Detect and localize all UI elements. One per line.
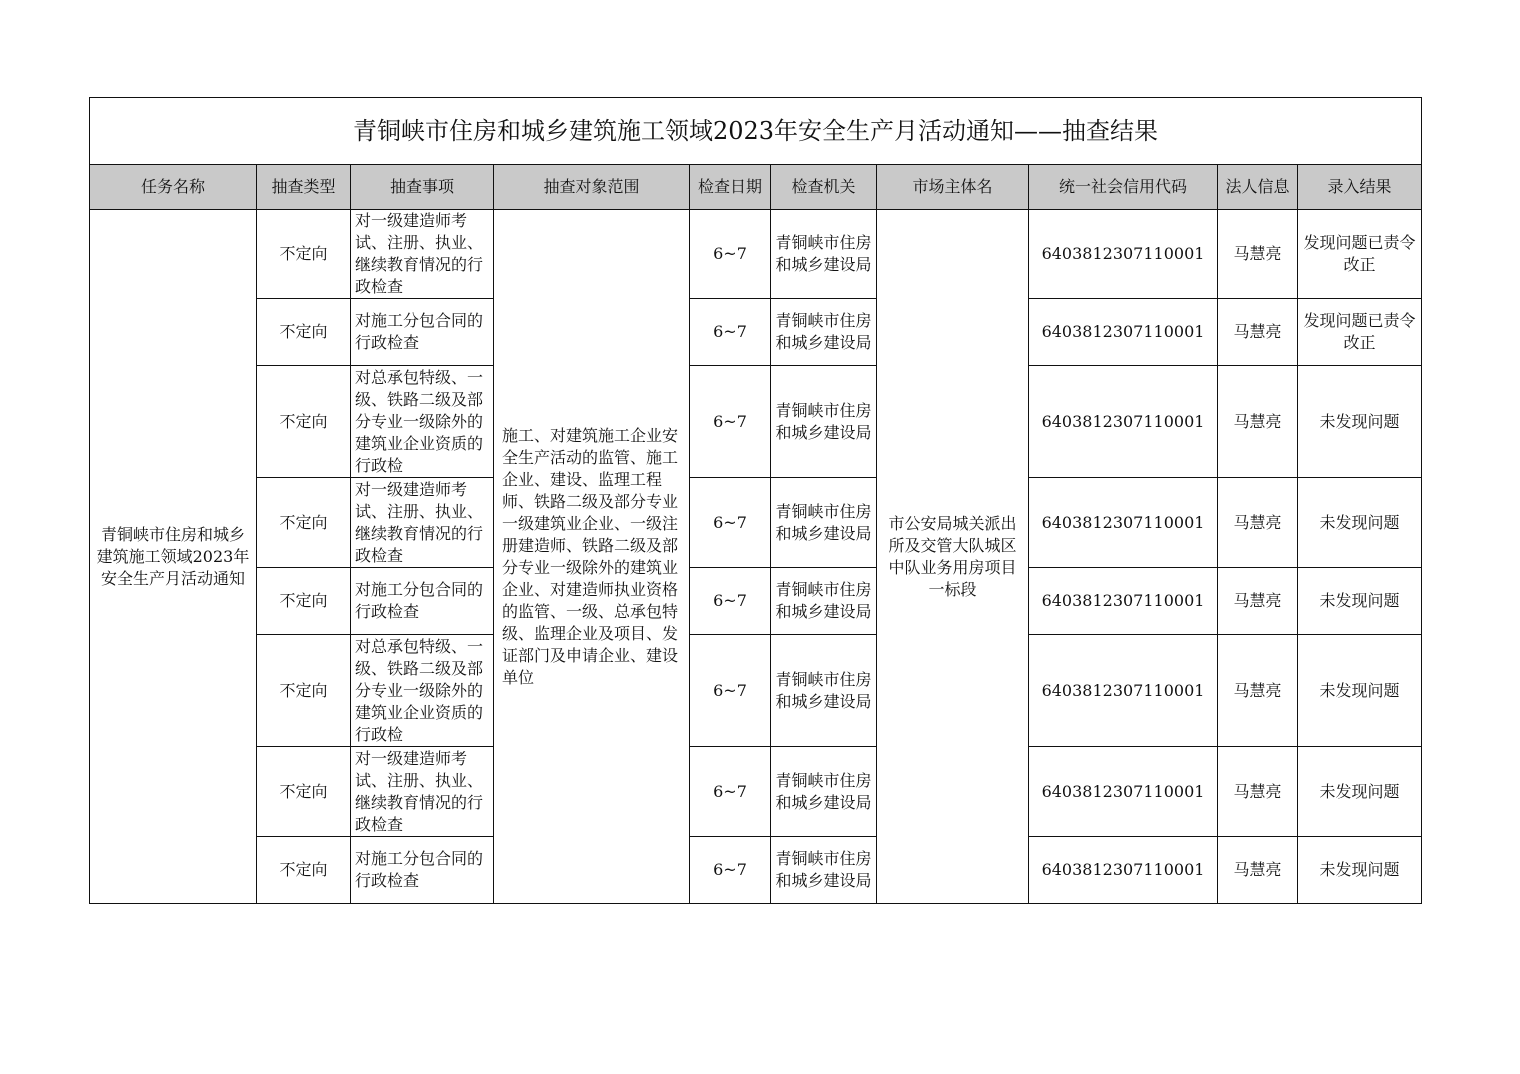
table-title: 青铜峡市住房和城乡建筑施工领域2023年安全生产月活动通知——抽查结果 [90, 98, 1422, 165]
agency-cell [771, 837, 877, 904]
result-cell: 发现问题已责令改正 [1298, 299, 1422, 366]
table-row [90, 366, 1422, 478]
check-item-text: 对一级建造师考试、注册、执业、继续教育情况的行政检查 [355, 748, 484, 834]
agency-cell [771, 210, 877, 299]
agency-cell [771, 568, 877, 635]
agency-text: 青铜峡市住房和城乡建设局 [775, 311, 872, 352]
table-row [90, 210, 1422, 299]
entity-text: 市公安局城关派出所及交管大队城区中队业务用房项目一标段 [888, 513, 1017, 599]
agency-cell [771, 366, 877, 478]
credit-code-cell: 6403812307110001 [1029, 210, 1218, 299]
result-cell: 未发现问题 [1298, 568, 1422, 635]
result-cell: 未发现问题 [1298, 747, 1422, 837]
agency-text: 青铜峡市住房和城乡建设局 [775, 501, 872, 543]
date-cell: 6~7 [690, 837, 771, 904]
check-item-text: 对施工分包合同的行政检查 [355, 580, 484, 621]
agency-cell [771, 299, 877, 366]
inspection-results-table [89, 97, 1422, 904]
check-type-cell: 不定向 [257, 635, 351, 747]
credit-code-cell: 6403812307110001 [1029, 299, 1218, 366]
check-item-cell [351, 299, 494, 366]
legal-person-cell: 马慧亮 [1218, 366, 1298, 478]
table-row [90, 747, 1422, 837]
date-cell: 6~7 [690, 299, 771, 366]
legal-person-cell: 马慧亮 [1218, 837, 1298, 904]
check-item-cell [351, 747, 494, 837]
legal-person-cell: 马慧亮 [1218, 747, 1298, 837]
date-cell: 6~7 [690, 568, 771, 635]
agency-text: 青铜峡市住房和城乡建设局 [775, 770, 872, 812]
check-item-cell [351, 568, 494, 635]
agency-cell [771, 635, 877, 747]
check-item-text: 对总承包特级、一级、铁路二级及部分专业一级除外的建筑业企业资质的行政检 [355, 636, 484, 744]
check-type-cell: 不定向 [257, 568, 351, 635]
header-agency: 检查机关 [771, 165, 877, 210]
result-cell: 发现问题已责令改正 [1298, 210, 1422, 299]
credit-code-cell: 6403812307110001 [1029, 568, 1218, 635]
entity-cell [877, 210, 1029, 904]
header-check-type: 抽查类型 [257, 165, 351, 210]
header-legal-person: 法人信息 [1218, 165, 1298, 210]
check-item-text: 对一级建造师考试、注册、执业、继续教育情况的行政检查 [355, 211, 484, 296]
date-cell: 6~7 [690, 747, 771, 837]
task-name-cell [90, 210, 257, 904]
check-item-text: 对施工分包合同的行政检查 [355, 311, 484, 352]
legal-person-cell: 马慧亮 [1218, 299, 1298, 366]
credit-code-cell: 6403812307110001 [1029, 747, 1218, 837]
header-date: 检查日期 [690, 165, 771, 210]
legal-person-cell: 马慧亮 [1218, 568, 1298, 635]
header-result: 录入结果 [1298, 165, 1422, 210]
check-type-cell: 不定向 [257, 837, 351, 904]
result-cell: 未发现问题 [1298, 478, 1422, 568]
check-item-cell [351, 210, 494, 299]
check-type-cell: 不定向 [257, 366, 351, 478]
result-cell: 未发现问题 [1298, 635, 1422, 747]
agency-text: 青铜峡市住房和城乡建设局 [775, 669, 872, 711]
result-cell: 未发现问题 [1298, 837, 1422, 904]
check-item-cell [351, 366, 494, 478]
header-task-name: 任务名称 [90, 165, 257, 210]
check-item-text: 对施工分包合同的行政检查 [355, 849, 484, 890]
credit-code-cell: 6403812307110001 [1029, 366, 1218, 478]
date-cell: 6~7 [690, 210, 771, 299]
header-row [90, 165, 1422, 210]
check-type-cell: 不定向 [257, 299, 351, 366]
scope-text: 施工、对建筑施工企业安全生产活动的监管、施工企业、建设、监理工程师、铁路二级及部分专业一级建筑业企业、一级注册建造师、铁路二级及部分专业一级除外的建筑业企业、对建造师执业资格的监管、一级、总承包特级、监理企业及项目、发证部门及申请企业、建设单位 [502, 425, 679, 687]
legal-person-cell: 马慧亮 [1218, 210, 1298, 299]
credit-code-cell: 6403812307110001 [1029, 635, 1218, 747]
table-row [90, 478, 1422, 568]
credit-code-cell: 6403812307110001 [1029, 837, 1218, 904]
credit-code-cell: 6403812307110001 [1029, 478, 1218, 568]
check-type-cell: 不定向 [257, 747, 351, 837]
date-cell: 6~7 [690, 478, 771, 568]
agency-text: 青铜峡市住房和城乡建设局 [775, 849, 872, 890]
table-row [90, 568, 1422, 635]
check-type-cell: 不定向 [257, 478, 351, 568]
agency-text: 青铜峡市住房和城乡建设局 [775, 400, 872, 442]
check-type-cell: 不定向 [257, 210, 351, 299]
header-credit-code: 统一社会信用代码 [1029, 165, 1218, 210]
header-entity: 市场主体名 [877, 165, 1029, 210]
check-item-text: 对总承包特级、一级、铁路二级及部分专业一级除外的建筑业企业资质的行政检 [355, 367, 484, 475]
check-item-cell [351, 478, 494, 568]
agency-cell [771, 478, 877, 568]
check-item-cell [351, 635, 494, 747]
check-item-text: 对一级建造师考试、注册、执业、继续教育情况的行政检查 [355, 479, 484, 565]
task-name-text: 青铜峡市住房和城乡建筑施工领域2023年安全生产月活动通知 [96, 524, 250, 588]
header-check-item: 抽查事项 [351, 165, 494, 210]
date-cell: 6~7 [690, 366, 771, 478]
agency-cell [771, 747, 877, 837]
date-cell: 6~7 [690, 635, 771, 747]
scope-cell [494, 210, 690, 904]
agency-text: 青铜峡市住房和城乡建设局 [775, 233, 872, 274]
legal-person-cell: 马慧亮 [1218, 635, 1298, 747]
table-row [90, 299, 1422, 366]
legal-person-cell: 马慧亮 [1218, 478, 1298, 568]
table-row [90, 837, 1422, 904]
check-item-cell [351, 837, 494, 904]
result-cell: 未发现问题 [1298, 366, 1422, 478]
table-row [90, 635, 1422, 747]
header-scope: 抽查对象范围 [494, 165, 690, 210]
agency-text: 青铜峡市住房和城乡建设局 [775, 580, 872, 621]
